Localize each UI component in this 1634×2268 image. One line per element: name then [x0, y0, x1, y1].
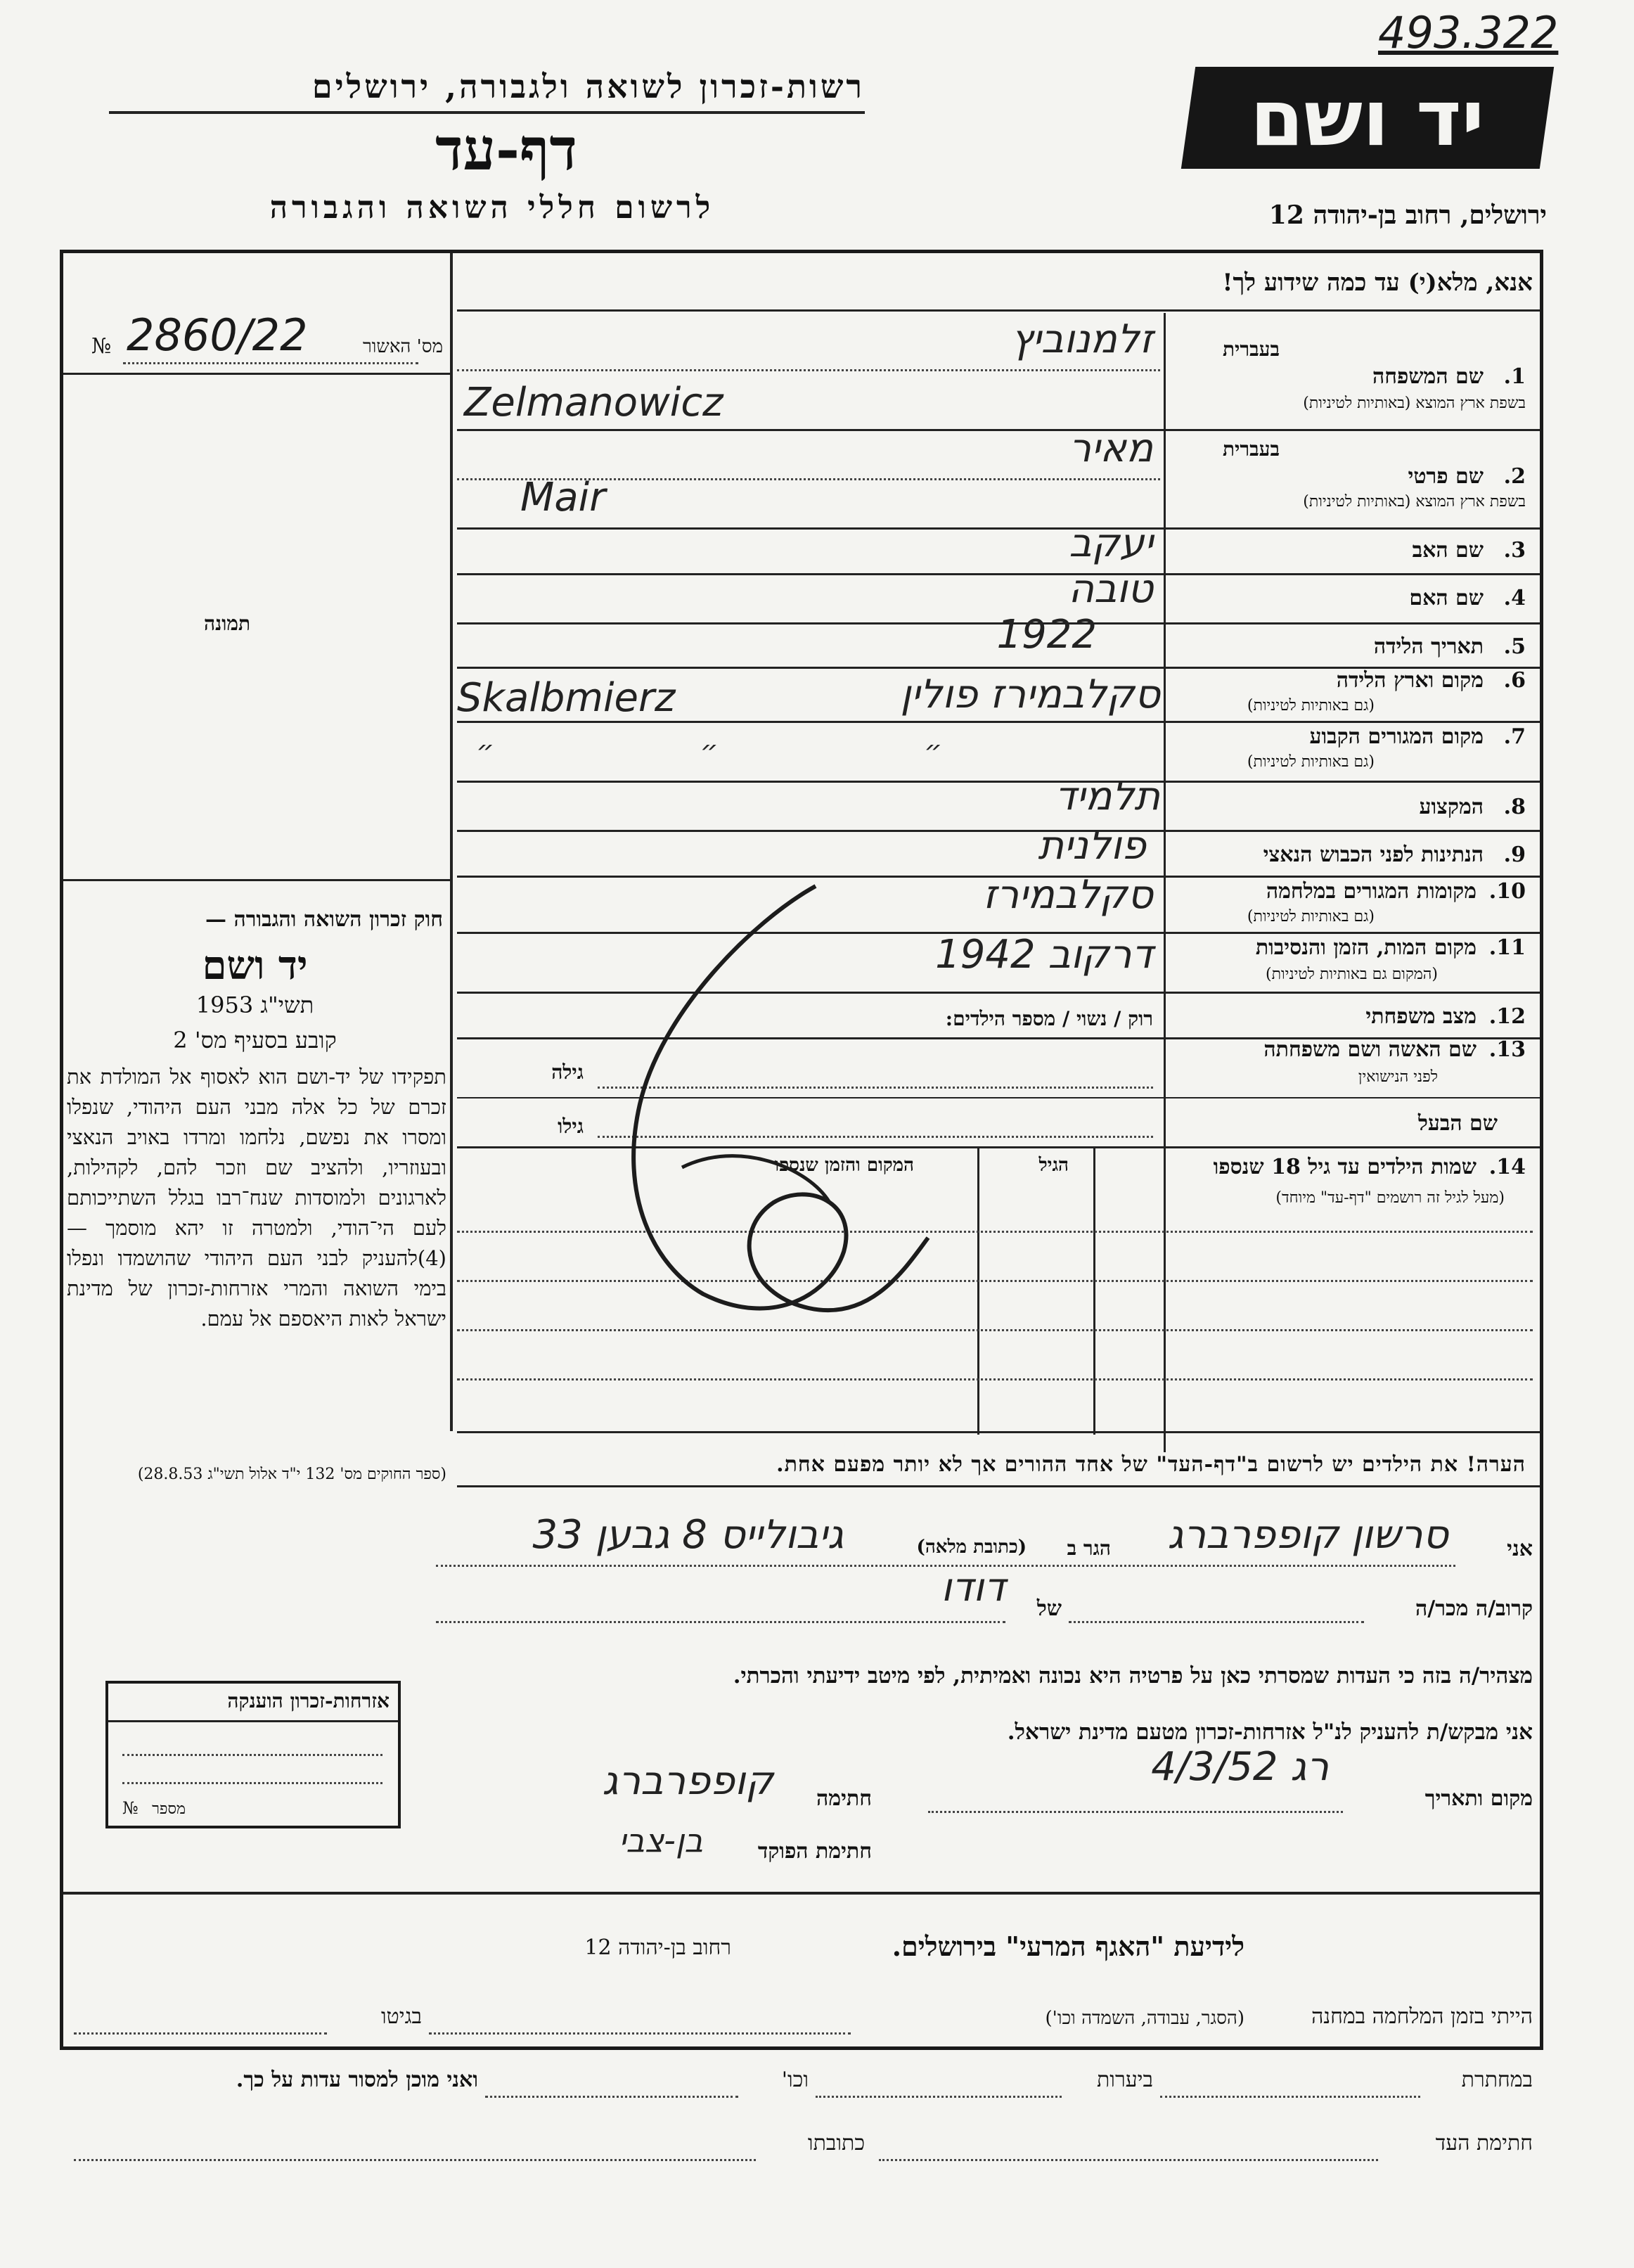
pen-scribble: [577, 872, 970, 1364]
relation-value: דודו: [941, 1565, 1005, 1610]
law-title: חוק זכרון השואה והגבורה —: [205, 907, 443, 932]
field-1-sub: בשפת ארץ המוצא (באותיות לטיניות): [1303, 395, 1526, 412]
field-2-number: 2.: [1503, 464, 1526, 489]
relation-shel: של: [1036, 1596, 1062, 1621]
law-source: (ספר החוקים מס' 132 י"ד אלול תשי"ג 28.8.53): [137, 1466, 446, 1483]
field-13-sub: לפני הנישואין: [1358, 1068, 1438, 1086]
officer-value: בן-צבי: [619, 1821, 703, 1859]
field-5-value: 1922: [996, 612, 1097, 658]
declarant-resident-label: הגר ב: [1067, 1537, 1111, 1560]
yad-vashem-logo: [1181, 67, 1554, 169]
children-age-column: הגיל: [1038, 1155, 1069, 1176]
field-10-sub: (גם באותיות לטיניות): [1247, 908, 1375, 925]
field-14-sub: (מעל לגיל זה רושמים "דף-עד" מיוחד): [1275, 1189, 1505, 1207]
field-1-label: שם המשפחה: [1372, 364, 1484, 389]
law-clause: קובע בסעיף מס' 2: [173, 1027, 337, 1053]
field-6-row-line: [457, 721, 1540, 723]
declaration-text: מצהיר/ה בזה כי העדות שמסרתי כאן על פרטיה היא נכונה ואמיתית, לפי מיטב ידיעתי והכרתי.: [733, 1663, 1533, 1689]
signature-label: חתימה: [816, 1786, 872, 1811]
intro-text: אנא, מלא(י) עד כמה שידוע לך!: [1222, 269, 1533, 297]
archive-number: 493.322: [1378, 7, 1559, 58]
children-place-column: המקום והזמן שנספו: [774, 1155, 914, 1176]
children-row-4: [457, 1378, 1533, 1380]
children-col-divider-2: [977, 1146, 979, 1435]
bottom-line2-dots-c: [485, 2096, 738, 2098]
header-address: ירושלים, רחוב בן-יהודה 12: [1268, 200, 1547, 230]
field-2-label: שם פרטי: [1408, 464, 1484, 489]
signature-value: קופפרברג: [602, 1758, 773, 1804]
bottom-line2-c: וכו': [781, 2068, 809, 2092]
logo-text: יד ושם: [1250, 72, 1485, 163]
bottom-line2-dots-a: [1160, 2096, 1420, 2098]
field-4-value: טובה: [1068, 566, 1153, 612]
field-8-number: 8.: [1503, 795, 1526, 819]
relation-line-2: [436, 1621, 1005, 1623]
intro-underline: [457, 309, 1540, 312]
field-12-number: 12.: [1488, 1004, 1526, 1029]
field-13-number: 13.: [1488, 1037, 1526, 1062]
field-1-value-hebrew: זלמנוביץ: [1010, 316, 1153, 362]
citizenship-line-2: [122, 1782, 382, 1784]
bottom-line1-dots-b: [74, 2032, 327, 2035]
field-3-number: 3.: [1503, 538, 1526, 563]
bottom-title: לידיעת "האגף המרעי" בירושלים.: [892, 1930, 1244, 1962]
field-3-value: יעקב: [1069, 520, 1153, 566]
field-6-number: 6.: [1503, 668, 1526, 693]
law-body: תפקידו של יד-ושם הוא לאסוף אל המולדת את זכרם של כל אלה מבני העם היהודי, שנפלו ומסרו את נפשם, נלחמו ומרדו באויב הנאצי ובעוזריו, ולהציב שם וזכר להם, לקהילות, לארגונים ולמוסדות שנח־רבו בגלל השתייכותם לעם הי־הודי, ולמטרה זו יהא מוסמך — (4)להעניק לבני העם היהודי שהושמדו ונפלו בימי השואה והמרי אזרחות-זכרון של מדינת ישראל לאות היאספם אל עמם.: [67, 1065, 446, 1331]
field-7-number: 7.: [1503, 724, 1526, 749]
field-8-label: המקצוע: [1419, 795, 1484, 819]
note-underline: [457, 1485, 1540, 1487]
approval-no-mark: №: [91, 334, 112, 359]
bottom-line1-paren: (הסגר, עבודה, השמדה וכו'): [1045, 2008, 1244, 2029]
bottom-line2-dots-b: [816, 2096, 1062, 2098]
place-date-value: רג 4/3/52: [1151, 1744, 1329, 1790]
photo-box-bottom: [63, 879, 451, 881]
approval-value: 2860/22: [127, 309, 308, 361]
bottom-line1-b: בגיטו: [380, 2004, 422, 2029]
bottom-line2-a: במחתרת: [1461, 2068, 1533, 2092]
note-text: הערה! את הילדים יש לרשום ב"דף-העד" של אחד ההורים אך לא יותר מפעם אחת.: [776, 1452, 1526, 1477]
field-2-value-hebrew: מאיר: [1069, 425, 1153, 471]
citizenship-title-underline: [108, 1720, 398, 1722]
field-9-value: פולנית: [1038, 823, 1146, 869]
field-12-options: רוק / נשוי / מספר הילדים:: [945, 1007, 1153, 1030]
field-13-age-label: גילה: [551, 1061, 584, 1084]
bottom-line2-b: ביערות: [1096, 2068, 1153, 2092]
photo-label: תמונה: [204, 612, 251, 635]
field-11-number: 11.: [1488, 935, 1526, 960]
field-6-value: סקלבמירז פולין: [900, 672, 1160, 717]
citizenship-no-mark: №: [122, 1798, 139, 1818]
place-date-line: [928, 1811, 1343, 1813]
declarant-address-paren: (כתובת מלאה): [916, 1537, 1027, 1558]
field-1-line-a: [457, 369, 1160, 371]
children-table-bottom: [457, 1431, 1540, 1433]
approval-line: [123, 362, 418, 364]
field-11-sub: (המקום גם באותיות לטיניות): [1266, 966, 1438, 983]
field-11-value: דרקוב 1942: [935, 932, 1153, 978]
approval-box-bottom: [63, 373, 451, 375]
declarant-address: גיבולייס 8 גבען 33: [532, 1512, 844, 1558]
field-6-value-latin: Skalbmierz: [457, 675, 676, 721]
field-10-value: סקלבמירז: [983, 872, 1153, 918]
field-4-number: 4.: [1503, 586, 1526, 610]
bottom-separator: [63, 1892, 1540, 1895]
field-10-label: מקומות המגורים במלחמה: [1266, 879, 1477, 904]
field-2-value-latin: Mair: [520, 475, 606, 520]
field-3-label: שם האב: [1412, 538, 1484, 563]
bottom-line3-dots-a: [879, 2159, 1378, 2161]
husband-label: שם הבעל: [1417, 1111, 1498, 1136]
bottom-line3-b: כתובתו: [807, 2131, 865, 2155]
field-1-hebrew-tag: בעברית: [1222, 338, 1280, 361]
field-11-label: מקום המות, הזמן והנסיבות: [1255, 935, 1477, 960]
left-column-divider: [450, 253, 453, 1431]
field-14-label: שמות הילדים עד גיל 18 שנספו: [1213, 1155, 1477, 1179]
field-12-label: מצב משפחתי: [1365, 1004, 1477, 1029]
place-date-label: מקום ותאריך: [1424, 1786, 1533, 1811]
law-year: תשי"ג 1953: [195, 992, 314, 1018]
relation-label: קרוב/ה מכר/ה: [1415, 1596, 1533, 1621]
request-text: אני מבקש/ת להעניק לנ"ל אזרחות-זכרון מטעם מדינת ישראל.: [1007, 1719, 1533, 1745]
citizenship-title: אזרחות-זכרון הוענקה: [227, 1689, 390, 1712]
field-9-label: הנתינות לפני הכבוש הנאצי: [1263, 843, 1484, 867]
bottom-line3-a: חתימת העד: [1435, 2131, 1533, 2155]
relation-line-1: [1069, 1621, 1364, 1623]
citizenship-box: [105, 1681, 401, 1828]
field-9-number: 9.: [1503, 843, 1526, 867]
field-5-number: 5.: [1503, 634, 1526, 659]
field-6-sub: (גם באותיות לטיניות): [1247, 697, 1375, 715]
form-title: דף-עד: [435, 116, 577, 184]
field-8-value: תלמיד: [1055, 774, 1160, 819]
field-1-number: 1.: [1503, 364, 1526, 389]
declarant-name: סרשון קופפרברג: [1167, 1512, 1448, 1558]
bottom-line3-dots-b: [74, 2159, 756, 2161]
bottom-address: רחוב בן-יהודה 12: [584, 1935, 731, 1960]
field-10-number: 10.: [1488, 879, 1526, 904]
field-7-label: מקום המגורים הקבוע: [1309, 724, 1484, 749]
field-5-label: תאריך הלידה: [1373, 634, 1484, 659]
authority-title: רשות-זכרון לשואה ולגבורה, ירושלים: [311, 68, 865, 105]
bottom-line2-d: ואני מוכן למסור עדות על כך.: [236, 2068, 478, 2092]
field-2-hebrew-tag: בעברית: [1222, 437, 1280, 461]
field-6-label: מקום וארץ הלידה: [1336, 668, 1484, 693]
citizenship-line-1: [122, 1754, 382, 1756]
bottom-line1-dots-a: [429, 2032, 851, 2035]
citizenship-number-label: מספר: [152, 1800, 186, 1818]
authority-underline: [109, 111, 865, 114]
field-4-label: שם האם: [1409, 586, 1484, 610]
field-1-value-latin: Zelmanowicz: [464, 380, 723, 425]
children-col-divider-1: [1093, 1146, 1095, 1435]
field-7-sub: (גם באותיות לטיניות): [1247, 753, 1375, 771]
field-13-label: שם האשה ושם משפחתה: [1263, 1037, 1477, 1062]
approval-label: מס' האשור: [362, 336, 443, 357]
field-7-value: ״ ״ ״: [476, 735, 1041, 767]
law-yad-vashem: יד ושם: [202, 942, 308, 989]
field-2-sub: בשפת ארץ המוצא (באותיות לטיניות): [1303, 493, 1526, 511]
bottom-line1-a: הייתי בזמן המלחמה במחנה: [1311, 2004, 1533, 2029]
husband-age-label: גילו: [558, 1115, 584, 1138]
declarant-ani: אני: [1507, 1537, 1533, 1561]
field-14-number: 14.: [1488, 1155, 1526, 1179]
form-subtitle: לרשום חללי השואה והגבורה: [269, 190, 715, 226]
officer-label: חתימת הפוקד: [757, 1839, 872, 1864]
